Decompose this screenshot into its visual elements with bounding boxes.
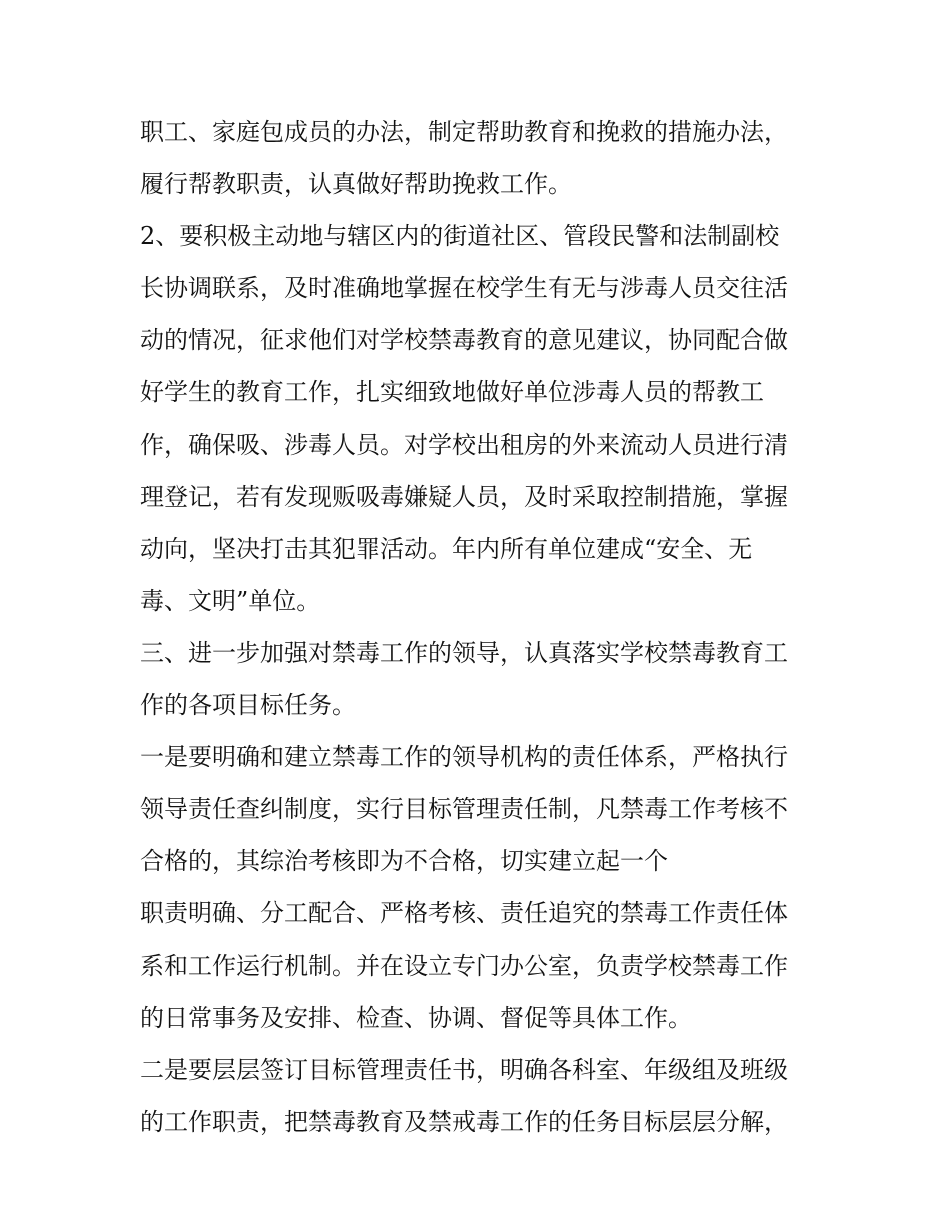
text-line: 作，确保吸、涉毒人员。对学校出租房的外来流动人员进行清 [140, 430, 788, 459]
text-line: 作的各项目标任务。 [140, 691, 356, 720]
text-line: 三、进一步加强对禁毒工作的领导，认真落实学校禁毒教育工 [140, 638, 788, 667]
text-line: 职工、家庭包成员的办法，制定帮助教育和挽救的措施办法， [140, 118, 788, 146]
text-line: 动向，坚决打击其犯罪活动。年内所有单位建成“安全、无 [140, 534, 753, 563]
text-line: 2、要积极主动地与辖区内的街道社区、管段民警和法制副校 [140, 222, 780, 251]
text-line: 系和工作运行机制。并在设立专门办公室，负责学校禁毒工作 [140, 951, 788, 980]
text-line: 理登记，若有发现贩吸毒嫌疑人员，及时采取控制措施，掌握 [140, 482, 788, 511]
text-line: 的日常事务及安排、检查、协调、督促等具体工作。 [140, 1003, 692, 1032]
text-line: 二是要层层签订目标管理责任书，明确各科室、年级组及班级 [140, 1055, 788, 1084]
text-line: 毒、文明”单位。 [140, 586, 321, 615]
text-line: 职责明确、分工配合、严格考核、责任追究的禁毒工作责任体 [140, 899, 788, 928]
text-line: 好学生的教育工作，扎实细致地做好单位涉毒人员的帮教工 [140, 378, 764, 407]
text-line: 一是要明确和建立禁毒工作的领导机构的责任体系，严格执行 [140, 743, 788, 772]
text-line: 动的情况，征求他们对学校禁毒教育的意见建议，协同配合做 [140, 326, 788, 355]
text-line: 长协调联系，及时准确地掌握在校学生有无与涉毒人员交往活 [140, 274, 788, 303]
text-line: 的工作职责，把禁毒教育及禁戒毒工作的任务目标层层分解， [140, 1107, 788, 1136]
text-line: 合格的，其综治考核即为不合格，切实建立起一个 [140, 847, 668, 876]
text-line: 领导责任查纠制度，实行目标管理责任制，凡禁毒工作考核不 [140, 795, 788, 824]
document-body [140, 106, 820, 1148]
text-line: 履行帮教职责，认真做好帮助挽救工作。 [140, 170, 572, 199]
